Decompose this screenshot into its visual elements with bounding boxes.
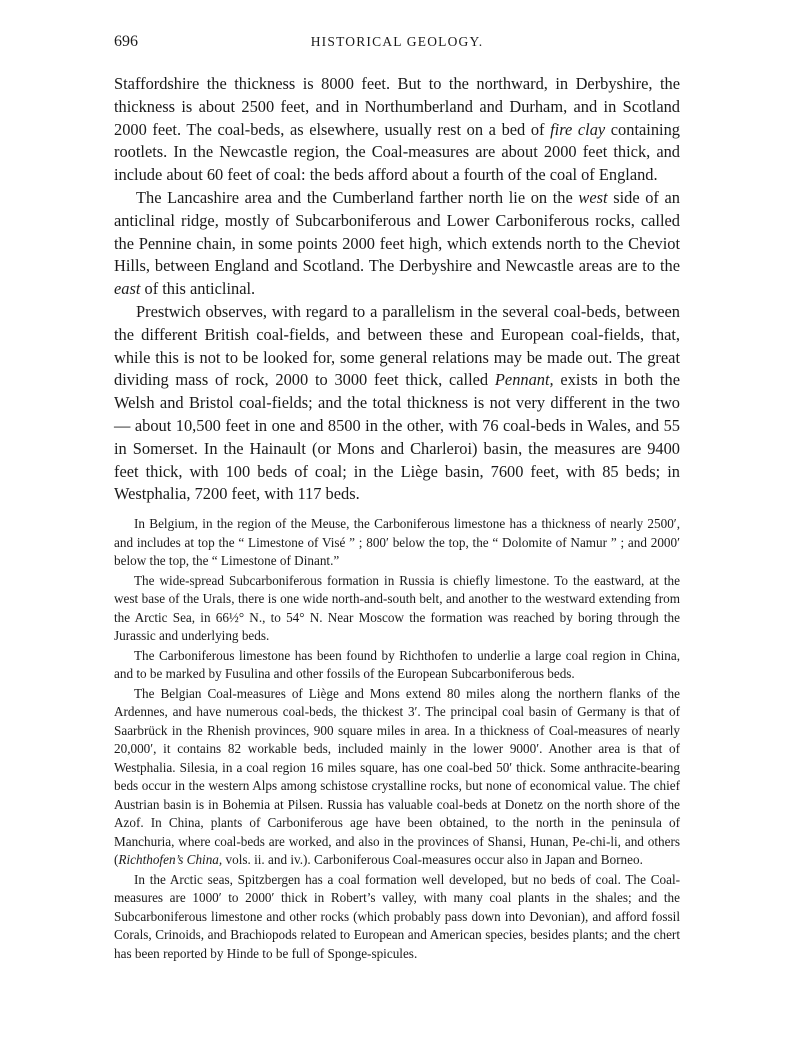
running-title: HISTORICAL GEOLOGY. xyxy=(310,34,484,49)
text-run: side of an anticlinal ridge, mostly of Subcarboniferous and Lower Carboniferous rocks, called the Pennine chain, in some points 2000 feet high, which extends north to the Cheviot Hills, between England and Scotland. The Derbyshire and Newcastle areas are to the xyxy=(114,187,680,276)
text-run: containing rootlets. In the Newcastle region, the Coal-measures are about 2000 feet thick, and include about 60 feet of coal: the beds afford about a fourth of the coal of England. xyxy=(114,119,680,185)
paragraph xyxy=(114,301,680,506)
note-paragraph: The Carboniferous limestone has been found by Richthofen to underlie a large coal region in China, and to be marked by Fusulina and other fossils of the European Subcarboniferous beds. xyxy=(114,647,680,681)
text-run: The Belgian Coal-measures of Liège and Mons extend 80 miles along the northern flanks of the Ardennes, and have numerous coal-beds, the thickest 3′. The principal coal basin of Germany is that of Saarbrück in the Rhenish provinces, 900 square miles in area. In a thickness of Coal-measures of nearly 20,000′, it contains 82 workable beds, included mainly in the lower 9000′. Another area is that of Westphalia. Silesia, in a coal region 16 miles square, has one coal-bed 50′ thick. Some anthracite-bearing beds occur in the western Alps among schistose crystalline rocks, but none of economical value. The chief Austrian basin is in Bohemia at Pilsen. Russia has valuable coal-beds at Donetz on the north shore of the Azof. In China, plants of Carboniferous age have been obtained, to the north in the peninsula of Manchuria, where coal-beds are worked, and also in the provinces of Shansi, Hunan, Pe-chi-li, and others ( xyxy=(114,685,680,867)
main-text xyxy=(114,73,680,506)
note-paragraph xyxy=(114,685,680,870)
page-number: 696 xyxy=(114,33,138,50)
text-run: exists in both the Welsh and Bristol coal-fields; and the total thickness is not very different in the two — about 10,500 feet in one and 8500 in the other, with 76 coal-beds in Wales, and 55 in Somerset. In the Hainault (or Mons and Charleroi) basin, the measures are 9400 feet thick, with 100 beds of coal; in the Liège basin, 7600 feet, with 85 beds; in Westphalia, 7200 feet, with 117 beds. xyxy=(114,370,681,504)
paragraph xyxy=(114,73,680,187)
italic-term: west xyxy=(578,187,608,207)
note-paragraph: In the Arctic seas, Spitzbergen has a coal formation well developed, but no beds of coal. The Coal-measures are 1000′ to 2000′ thick in Robert’s valley, with many coal plants in the shales; and the Subcarboniferous limestone and other rocks (which probably pass down into Devonian), and afford fossil Corals, Crinoids, and Brachiopods related to European and American species, besides plants; and the chert has been reported by Hinde to be full of Sponge-spicules. xyxy=(114,871,680,961)
italic-term: east xyxy=(114,279,141,299)
italic-term: Pennant, xyxy=(494,370,554,390)
italic-citation: Richthofen’s China, xyxy=(118,852,223,867)
text-run: The Lancashire area and the Cumberland farther north lie on the xyxy=(136,187,579,207)
text-run: Prestwich observes, with regard to a parallelism in the several coal-beds, between the different British coal-fields, and between these and European coal-fields, that, while this is not to be looked for, some general relations may be made out. The great dividing mass of rock, 2000 to 3000 feet thick, called xyxy=(114,301,680,390)
page-header xyxy=(114,33,680,57)
text-run: vols. ii. and iv.). Carboniferous Coal-measures occur also in Japan and Borneo. xyxy=(222,852,643,867)
text-run: Staffordshire the thickness is 8000 feet. But to the northward, in Derbyshire, the thickness is about 2500 feet, and in Northumberland and Durham, and in Scotland 2000 feet. The coal-beds, as elsewhere, usually rest on a bed of xyxy=(114,74,680,139)
small-print-notes xyxy=(114,515,680,964)
note-paragraph: The wide-spread Subcarboniferous formation in Russia is chiefly limestone. To the eastward, at the west base of the Urals, there is one wide north-and-south belt, and another to the westward extending from the Arctic Sea, in 66½° N., to 54° N. Near Moscow the formation was reached by boring through the Jurassic and underlying beds. xyxy=(114,572,680,643)
paragraph xyxy=(114,187,680,301)
note-paragraph: In Belgium, in the region of the Meuse, the Carboniferous limestone has a thickness of nearly 2500′, and includes at top the “ Limestone of Visé ” ; 800′ below the top, the “ Dolomite of Namur ” ; and 2000′ below the top, the “ Limestone of Dinant.” xyxy=(114,516,680,568)
text-run: of this anticlinal. xyxy=(140,279,256,299)
italic-term: fire clay xyxy=(550,119,606,139)
